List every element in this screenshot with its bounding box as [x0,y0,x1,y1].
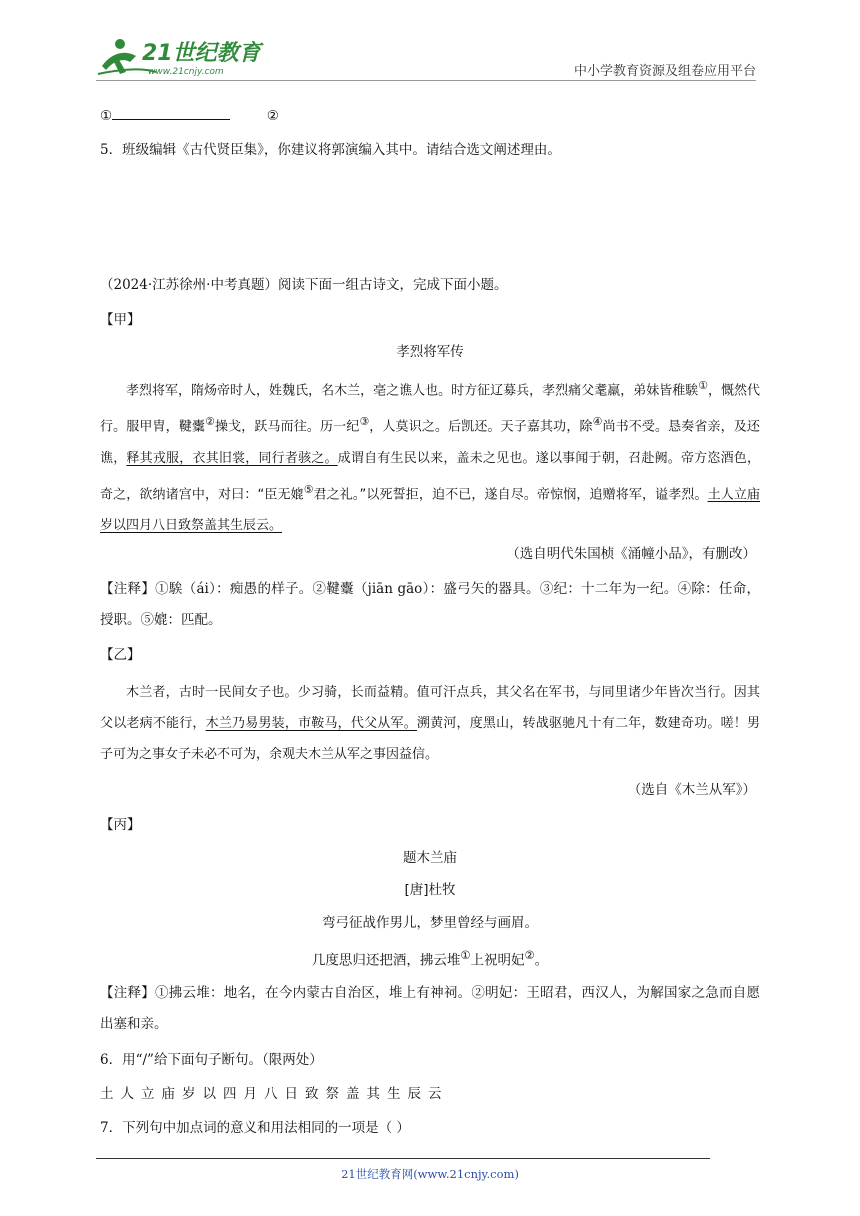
blank-2-label: ② [266,108,279,124]
footer-divider [96,1158,710,1159]
label-jia: 【甲】 [100,312,141,328]
notes-bing: 【注释】①拂云堆：地名，在今内蒙古自治区，堆上有神祠。②明妃：王昭君，西汉人，为解国家之急而自愿出塞和亲。 [100,985,760,1032]
source-yi: （选自《木兰从军》） [627,782,756,798]
blank-1-label: ① [100,108,113,124]
platform-name: 中小学教育资源及组卷应用平台 [573,64,756,79]
underlined-sentence-3: 木兰乃易男装，市鞍马，代父从军。 [205,716,417,731]
poem-line-1: 弯弓征战作男儿，梦里曾经与画眉。 [322,915,538,931]
svg-text:21世纪教育: 21世纪教育 [142,41,261,66]
footer-link[interactable]: 21世纪教育网(www.21cnjy.com) [341,1167,519,1181]
section-intro: （2024·江苏徐州·中考真题）阅读下面一组古诗文，完成下面小题。 [100,277,508,293]
source-jia: （选自明代朱国桢《涌幢小品》，有删改） [506,546,756,562]
page-header [96,36,756,80]
blank-1 [112,106,230,120]
poem-line-2: 几度思归还把酒，拂云堆①上祝明妃②。 [311,949,549,969]
header-divider [96,80,756,81]
question-5: 5．班级编辑《古代贤臣集》，你建议将郭演编入其中。请结合选文阐述理由。 [100,142,561,158]
author-bing: [唐]杜牧 [404,882,456,898]
title-jia: 孝烈将军传 [396,344,464,360]
question-7: 7．下列句中加点词的意义和用法相同的一项是（ ） [100,1120,410,1136]
title-bing: 题木兰庙 [403,850,457,866]
answer-blanks [100,106,279,126]
label-yi: 【乙】 [100,647,141,663]
svg-text:www.21cnjy.com: www.21cnjy.com [148,67,224,77]
site-logo [96,36,266,80]
underlined-sentence-2: 土人立庙岁以四月八日致祭盖其生辰云。 [100,486,760,533]
question-6: 6．用“/”给下面句子断句。（限两处） [100,1052,323,1068]
label-bing: 【丙】 [100,817,141,833]
question-6-sentence: 土人立庙岁以四月八日致祭盖其生辰云 [100,1086,449,1102]
underlined-sentence-1: 释其戎服，衣其旧裳，同行者骇之。 [126,450,338,466]
passage-jia: 孝烈将军，隋炀帝时人，姓魏氏，名木兰，亳之谯人也。时方征辽募兵，孝烈痛父耄羸，弟妹皆稚騃①，慨然代行。服甲胄，鞬櫜②操戈，跃马而往。历一纪③，人莫识之。后凯还。天子嘉其功，除④尚书不受。恳奏省亲，及还谯，释其戎服，衣其旧裳，同行者骇之。成谓自有生民以来，盖未之见也。遂以事闻于朝，召赴阙。帝方恣酒色，奇之，欲纳诸宫中，对曰：“臣无媲⑤君之礼。”以死誓拒，迫不已，遂自尽。帝惊悯，追赠将军，谥孝烈。土人立庙岁以四月八日致祭盖其生辰云。 [100,379,760,533]
notes-jia: 【注释】①騃（ái）：痴愚的样子。②鞬櫜（jiān gāo）：盛弓矢的器具。③纪：十二年为一纪。④除：任命，授职。⑤媲：匹配。 [100,581,760,628]
passage-yi: 木兰者，古时一民间女子也。少习骑，长而益精。值可汗点兵，其父名在军书，与同里诸少年皆次当行。因其父以老病不能行，木兰乃易男装，市鞍马，代父从军。溯黄河，度黑山，转战驱驰凡十有二年，数建奇功。嗟！男子可为之事女子未必不可为，余观夫木兰从军之事因益信。 [100,685,760,762]
